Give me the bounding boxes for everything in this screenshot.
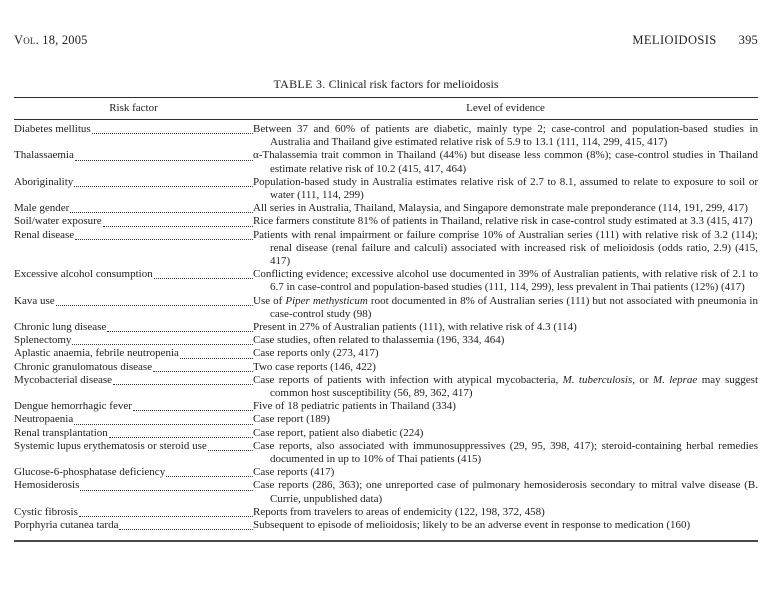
risk-factor-label: Dengue hemorrhagic fever bbox=[14, 400, 132, 413]
dot-leader bbox=[92, 123, 253, 134]
evidence-text: Two case reports (146, 422) bbox=[253, 360, 376, 373]
risk-factor-cell bbox=[14, 334, 253, 347]
table-column-headers bbox=[14, 98, 758, 120]
dot-leader bbox=[75, 150, 253, 161]
evidence-cell bbox=[253, 361, 758, 374]
risk-factor-label: Neutropaenia bbox=[14, 413, 74, 426]
evidence-cell bbox=[253, 479, 758, 505]
risk-factor-label: Male gender bbox=[14, 202, 70, 215]
risk-factor-cell bbox=[14, 519, 253, 532]
evidence-cell bbox=[253, 334, 758, 347]
risk-factor-cell bbox=[14, 215, 253, 228]
risk-factor-label: Cystic fibrosis bbox=[14, 505, 78, 518]
risk-factor-cell bbox=[14, 229, 253, 242]
table-row bbox=[14, 321, 758, 334]
risk-factor-label: Soil/water exposure bbox=[14, 215, 102, 228]
table-row bbox=[14, 176, 758, 202]
evidence-cell bbox=[253, 123, 758, 149]
risk-factor-cell bbox=[14, 466, 253, 479]
dot-leader bbox=[208, 440, 253, 451]
dot-leader bbox=[74, 176, 253, 187]
evidence-cell bbox=[253, 374, 758, 400]
evidence-cell bbox=[253, 427, 758, 440]
table-row bbox=[14, 149, 758, 175]
dot-leader bbox=[153, 361, 253, 372]
evidence-text: Rice farmers constitute 81% of patients in Thailand, relative risk in case-control study estimated at 3.3 (415, 417) bbox=[253, 215, 753, 228]
evidence-text: Case report (189) bbox=[253, 413, 330, 426]
evidence-cell bbox=[253, 519, 758, 532]
table-row bbox=[14, 413, 758, 426]
risk-factor-label: Mycobacterial disease bbox=[14, 373, 113, 386]
table-row bbox=[14, 506, 758, 519]
evidence-text: Case reports of patients with infection with atypical mycobacteria, bbox=[253, 373, 563, 386]
evidence-text: Case reports (417) bbox=[253, 466, 335, 479]
table-row bbox=[14, 440, 758, 466]
risk-factor-cell bbox=[14, 400, 253, 413]
risk-factor-label: Chronic granulomatous disease bbox=[14, 360, 153, 373]
dot-leader bbox=[72, 334, 253, 345]
risk-factor-cell bbox=[14, 374, 253, 387]
evidence-text: Population-based study in Australia estimates relative risk of 2.7 to 8.1, assumed to relate to exposure to soil or water (111, 114, 299) bbox=[253, 175, 758, 202]
risk-factor-label: Hemosiderosis bbox=[14, 479, 80, 492]
risk-factor-cell bbox=[14, 413, 253, 426]
dot-leader bbox=[154, 268, 253, 279]
evidence-cell bbox=[253, 149, 758, 175]
evidence-text: Between 37 and 60% of patients are diabetic, mainly type 2; case-control and population-based studies in Australia and Thailand give estimated relative risk of 5.9 to 13.1 (111, 114, 299, 415, 417) bbox=[253, 123, 758, 149]
column-header-risk-factor: Risk factor bbox=[109, 102, 158, 114]
table-row bbox=[14, 519, 758, 532]
dot-leader bbox=[180, 348, 253, 359]
evidence-cell bbox=[253, 321, 758, 334]
clinical-risk-factors-table bbox=[14, 97, 758, 542]
table-row bbox=[14, 215, 758, 228]
evidence-cell bbox=[253, 347, 758, 360]
risk-factor-cell bbox=[14, 361, 253, 374]
risk-factor-cell bbox=[14, 506, 253, 519]
evidence-italic-text: Piper methysticum bbox=[285, 294, 368, 307]
risk-factor-cell bbox=[14, 440, 253, 453]
dot-leader bbox=[113, 374, 253, 385]
evidence-text: Case reports, also associated with immunosuppressives (29, 95, 398, 417); steroid-containing herbal remedies documented in up to 10% of Thai patients (415) bbox=[253, 439, 758, 466]
risk-factor-label: Aplastic anaemia, febrile neutropenia bbox=[14, 347, 179, 360]
risk-factor-label: Thalassaemia bbox=[14, 149, 74, 162]
table-row bbox=[14, 374, 758, 400]
evidence-text: , or bbox=[632, 373, 653, 386]
evidence-text: Conflicting evidence; excessive alcohol use documented in 39% of Australian patients, with relative risk of 2.1 to 6.7 in case-control and population-based studies (111, 114, 299), less prevalent in Thai patients (12%) (417) bbox=[253, 268, 758, 294]
risk-factor-cell bbox=[14, 176, 253, 189]
dot-leader bbox=[119, 519, 253, 530]
evidence-cell bbox=[253, 413, 758, 426]
evidence-text: Five of 18 pediatric patients in Thailand (334) bbox=[253, 400, 456, 413]
evidence-text: Patients with renal impairment or failure comprise 10% of Australian series (111) with relative risk of 3.2 (114); renal disease (renal failure and calculi) associated with increased risk of melioidosis (odds ratio, 2.9) (415, 417) bbox=[253, 228, 758, 268]
evidence-text: Case studies, often related to thalassemia (196, 334, 464) bbox=[253, 334, 505, 347]
table-row bbox=[14, 361, 758, 374]
evidence-text: Subsequent to episode of melioidosis; likely to be an adverse event in response to medication (160) bbox=[253, 519, 691, 532]
table-row bbox=[14, 427, 758, 440]
table-caption: Clinical risk factors for melioidosis bbox=[328, 77, 499, 91]
risk-factor-label: Systemic lupus erythematosis or steroid use bbox=[14, 439, 207, 452]
table-row bbox=[14, 479, 758, 505]
risk-factor-cell bbox=[14, 479, 253, 492]
evidence-cell bbox=[253, 268, 758, 294]
table-row bbox=[14, 334, 758, 347]
table-row bbox=[14, 347, 758, 360]
evidence-italic-text: M. tuberculosis bbox=[562, 373, 633, 386]
evidence-text: root documented in 8% of Australian series (111) but not associated with pneumonia in case-control study (98) bbox=[270, 294, 758, 320]
table-row bbox=[14, 295, 758, 321]
risk-factor-cell bbox=[14, 347, 253, 360]
table-row bbox=[14, 268, 758, 294]
table-row bbox=[14, 202, 758, 215]
dot-leader bbox=[107, 321, 253, 332]
risk-factor-label: Aboriginality bbox=[14, 175, 74, 188]
risk-factor-cell bbox=[14, 149, 253, 162]
evidence-text: All series in Australia, Thailand, Malaysia, and Singapore demonstrate male preponderance (114, 191, 299, 417) bbox=[253, 202, 748, 215]
evidence-cell bbox=[253, 440, 758, 466]
journal-title: MELIOIDOSIS bbox=[632, 33, 717, 47]
evidence-cell bbox=[253, 202, 758, 215]
table-row bbox=[14, 123, 758, 149]
risk-factor-cell bbox=[14, 268, 253, 281]
table-body bbox=[14, 120, 758, 537]
evidence-cell bbox=[253, 400, 758, 413]
risk-factor-cell bbox=[14, 202, 253, 215]
dot-leader bbox=[74, 414, 253, 425]
evidence-text: Reports from travelers to areas of endemicity (122, 198, 372, 458) bbox=[253, 505, 545, 518]
dot-leader bbox=[133, 400, 253, 411]
evidence-cell bbox=[253, 176, 758, 202]
dot-leader bbox=[80, 480, 253, 491]
risk-factor-label: Kava use bbox=[14, 294, 55, 307]
table-bottom-rule bbox=[14, 540, 758, 542]
evidence-italic-text: M. leprae bbox=[652, 373, 698, 386]
risk-factor-label: Renal transplantation bbox=[14, 426, 108, 439]
evidence-cell bbox=[253, 215, 758, 228]
page-number: 395 bbox=[738, 33, 758, 47]
risk-factor-label: Glucose-6-phosphatase deficiency bbox=[14, 466, 166, 479]
dot-leader bbox=[166, 466, 253, 477]
evidence-text: Use of bbox=[253, 294, 286, 307]
dot-leader bbox=[103, 216, 253, 227]
running-head bbox=[14, 33, 758, 48]
evidence-cell bbox=[253, 229, 758, 269]
table-row bbox=[14, 466, 758, 479]
risk-factor-label: Porphyria cutanea tarda bbox=[14, 519, 119, 532]
evidence-cell bbox=[253, 506, 758, 519]
evidence-text: Present in 27% of Australian patients (111), with relative risk of 4.3 (114) bbox=[253, 321, 577, 334]
risk-factor-label: Splenectomy bbox=[14, 334, 72, 347]
running-head-right bbox=[632, 33, 758, 48]
evidence-cell bbox=[253, 466, 758, 479]
risk-factor-label: Diabetes mellitus bbox=[14, 123, 91, 135]
dot-leader bbox=[75, 229, 253, 240]
evidence-text: α-Thalassemia trait common in Thailand (44%) but disease less common (8%); case-control studies in Thailand estimate relative risk of 10.2 (415, 417, 464) bbox=[253, 149, 758, 175]
column-header-level-of-evidence: Level of evidence bbox=[466, 102, 545, 114]
risk-factor-label: Chronic lung disease bbox=[14, 321, 107, 334]
risk-factor-cell bbox=[14, 321, 253, 334]
dot-leader bbox=[56, 295, 253, 306]
risk-factor-label: Excessive alcohol consumption bbox=[14, 268, 153, 281]
evidence-text: Case report, patient also diabetic (224) bbox=[253, 426, 424, 439]
table-row bbox=[14, 400, 758, 413]
dot-leader bbox=[79, 506, 253, 517]
dot-leader bbox=[109, 427, 253, 438]
evidence-cell bbox=[253, 295, 758, 321]
evidence-text: Case reports only (273, 417) bbox=[253, 347, 379, 360]
risk-factor-cell bbox=[14, 123, 253, 136]
dot-leader bbox=[70, 202, 253, 213]
risk-factor-label: Renal disease bbox=[14, 228, 75, 241]
risk-factor-cell bbox=[14, 295, 253, 308]
evidence-text: Case reports (286, 363); one unreported case of pulmonary hemosiderosis secondary to mitral valve disease (B. Currie, unpublished data) bbox=[253, 479, 758, 505]
table-title bbox=[14, 77, 758, 92]
evidence-text: may suggest common host susceptibility (56, 89, 362, 417) bbox=[270, 373, 759, 400]
risk-factor-cell bbox=[14, 427, 253, 440]
volume-label: Vol. 18, 2005 bbox=[14, 33, 88, 47]
table-row bbox=[14, 229, 758, 269]
table-label: TABLE 3. bbox=[273, 77, 326, 91]
